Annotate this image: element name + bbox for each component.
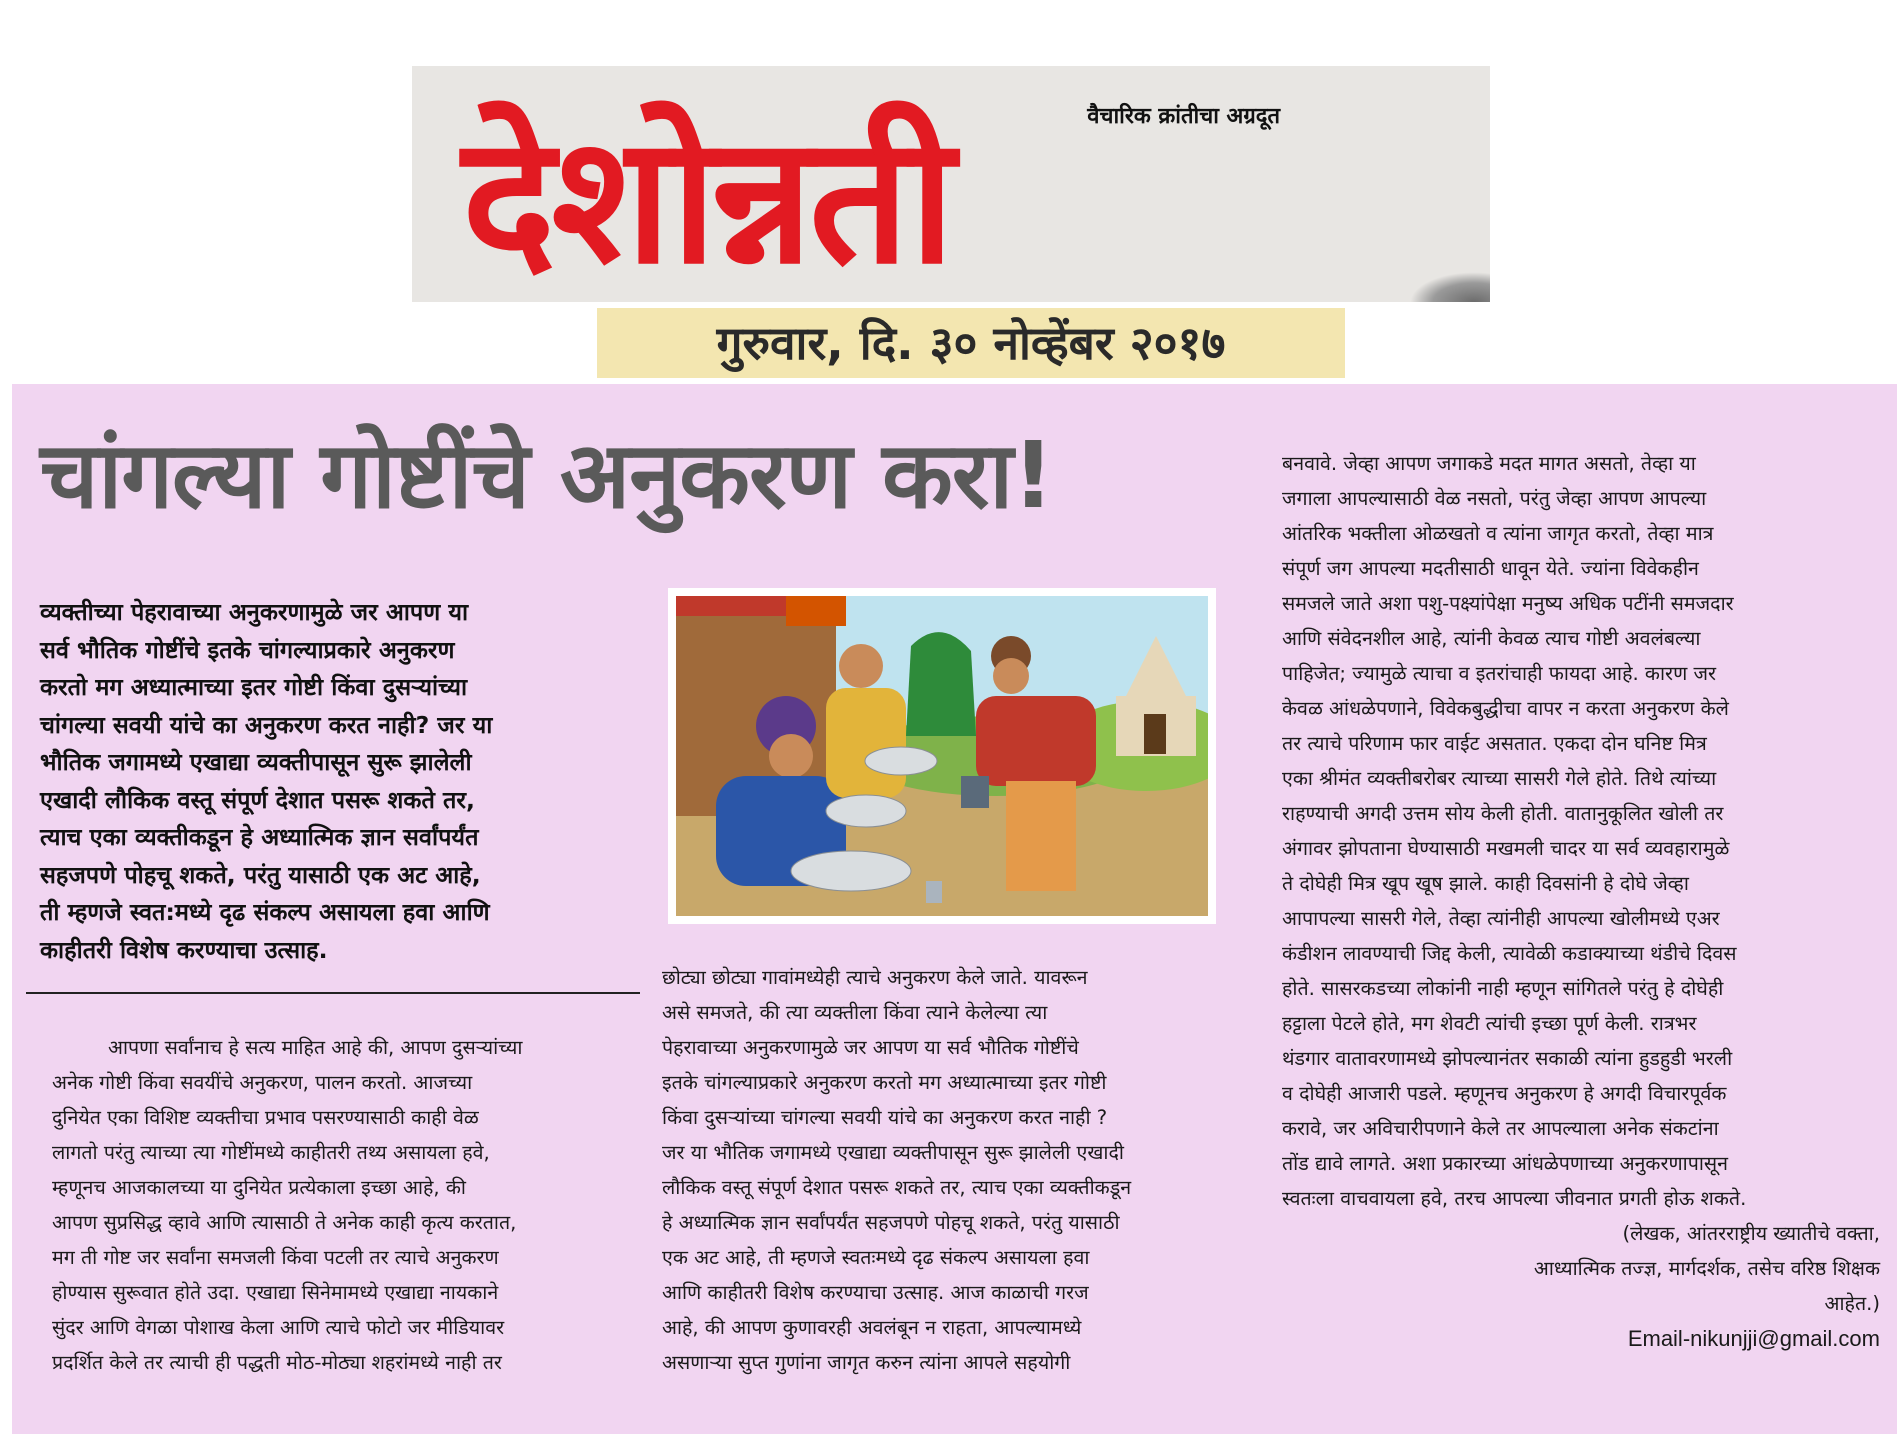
body-line: हे अध्यात्मिक ज्ञान सर्वांपर्यंत सहजपणे पोहचू शकते, परंतु यासाठी <box>662 1211 1120 1234</box>
body-line: ते दोघेही मित्र खूप खूष झाले. काही दिवसांनी हे दोघे जेव्हा <box>1282 872 1689 895</box>
newspaper-logo: देशोन्नती <box>462 98 951 303</box>
body-line: थंडगार वातावरणामध्ये झोपल्यानंतर सकाळी त्यांना हुडहुडी भरली <box>1282 1047 1733 1070</box>
article-column-3 <box>1282 446 1880 1356</box>
body-line: केवळ आंधळेपणाने, विवेकबुद्धीचा वापर न करता अनुकरण केले <box>1282 697 1729 720</box>
lead-line: त्याच एका व्यक्तीकडून हे अध्यात्मिक ज्ञान सर्वांपर्यंत <box>40 823 479 851</box>
author-note-line: (लेखक, आंतरराष्ट्रीय ख्यातीचे वक्ता, <box>1622 1222 1880 1245</box>
author-note-line: आध्यात्मिक तज्ज्ञ, मार्गदर्शक, तसेच वरिष्ठ शिक्षक <box>1533 1257 1880 1280</box>
body-line: पेहरावाच्या अनुकरणामुळे जर आपण या सर्व भौतिक गोष्टींचे <box>662 1036 1079 1059</box>
body-line: असणाऱ्या सुप्त गुणांना जागृत करुन त्यांना आपले सहयोगी <box>662 1351 1071 1374</box>
lead-line: सर्व भौतिक गोष्टींचे इतके चांगल्याप्रकारे अनुकरण <box>40 635 455 664</box>
body-line: समजले जाते अशा पशु-पक्ष्यांपेक्षा मनुष्य अधिक पटींनी समजदार <box>1282 592 1734 615</box>
body-line: आणि संवेदनशील आहे, त्यांनी केवळ त्याच गोष्टी अवलंबल्या <box>1282 627 1701 650</box>
body-line: व दोघेही आजारी पडले. म्हणूनच अनुकरण हे अगदी विचारपूर्वक <box>1282 1082 1727 1105</box>
body-line: एका श्रीमंत व्यक्तीबरोबर त्याच्या सासरी गेले होते. तिथे त्यांच्या <box>1282 767 1717 790</box>
dateline: गुरुवार, दि. ३० नोव्हेंबर २०१७ <box>597 308 1345 378</box>
lead-line: ती म्हणजे स्वत:मध्ये दृढ संकल्प असायला हवा आणि <box>40 898 490 926</box>
lead-line: करतो मग अध्यात्माच्या इतर गोष्टी किंवा दुसऱ्यांच्या <box>40 673 468 701</box>
article-illustration <box>668 588 1216 924</box>
body-line: प्रदर्शित केले तर त्याची ही पद्धती मोठ-मोठ्या शहरांमध्ये नाही तर <box>52 1351 502 1374</box>
body-line: राहण्याची अगदी उत्तम सोय केली होती. वातानुकूलित खोली तर <box>1282 802 1724 825</box>
body-line: जर या भौतिक जगामध्ये एखाद्या व्यक्तीपासून सुरू झालेली एखादी <box>662 1141 1124 1164</box>
article-lead <box>40 594 636 969</box>
body-line: पाहिजेत; ज्यामुळे त्याचा व इतरांचाही फायदा आहे. कारण जर <box>1282 662 1717 685</box>
body-line: होते. सासरकडच्या लोकांनी नाही म्हणून सांगितले परंतु हे दोघेही <box>1282 977 1724 1000</box>
body-line: हट्टाला पेटले होते, मग शेवटी त्यांची इच्छा पूर्ण केली. रात्रभर <box>1282 1012 1697 1035</box>
body-line: आणि काहीतरी विशेष करण्याचा उत्साह. आज काळाची गरज <box>662 1281 1089 1304</box>
article-column-2 <box>662 960 1262 1380</box>
body-line: आपण सुप्रसिद्ध व्हावे आणि त्यासाठी ते अनेक काही कृत्य करतात, <box>52 1211 517 1234</box>
body-line: लागतो परंतु त्याच्या त्या गोष्टींमध्ये काहीतरी तथ्य असायला हवे, <box>52 1141 490 1164</box>
lead-line: सहजपणे पोहचू शकते, परंतु यासाठी एक अट आहे, <box>40 860 481 889</box>
body-line: होण्यास सुरूवात होते उदा. एखाद्या सिनेमामध्ये एखाद्या नायकाने <box>52 1281 499 1304</box>
body-line: बनवावे. जेव्हा आपण जगाकडे मदत मागत असतो, तेव्हा या <box>1282 452 1696 475</box>
lead-line: काहीतरी विशेष करण्याचा उत्साह. <box>40 935 328 964</box>
body-line: सुंदर आणि वेगळा पोशाख केला आणि त्याचे फोटो जर मीडियावर <box>52 1316 505 1339</box>
author-note-line: आहेत.) <box>1824 1292 1880 1315</box>
article <box>12 384 1897 1434</box>
lead-line: व्यक्तीच्या पेहरावाच्या अनुकरणामुळे जर आपण या <box>40 598 469 626</box>
body-line: आपणा सर्वांनाच हे सत्य माहित आहे की, आपण दुसऱ्यांच्या <box>108 1036 523 1059</box>
body-line: मग ती गोष्ट जर सर्वांना समजली किंवा पटली तर त्याचे अनुकरण <box>52 1246 499 1269</box>
body-line: असे समजते, की त्या व्यक्तीला किंवा त्याने केलेल्या त्या <box>662 1001 1048 1024</box>
body-line: इतके चांगल्याप्रकारे अनुकरण करतो मग अध्यात्माच्या इतर गोष्टी <box>662 1071 1107 1094</box>
body-line: आहे, की आपण कुणावरही अवलंबून न राहता, आपल्यामध्ये <box>662 1316 1082 1339</box>
lead-divider <box>26 992 640 994</box>
body-line: स्वतःला वाचवायला हवे, तरच आपल्या जीवनात प्रगती होऊ शकते. <box>1282 1187 1747 1210</box>
body-line: जगाला आपल्यासाठी वेळ नसतो, परंतु जेव्हा आपण आपल्या <box>1282 487 1707 510</box>
article-column-1 <box>52 1030 642 1380</box>
masthead-photo-corner <box>1410 272 1490 302</box>
body-line: छोट्या छोट्या गावांमध्येही त्याचे अनुकरण केले जाते. यावरून <box>662 966 1088 989</box>
body-line: अंगावर झोपताना घेण्यासाठी मखमली चादर या सर्व व्यवहारामुळे <box>1282 837 1730 860</box>
body-line: अनेक गोष्टी किंवा सवयींचे अनुकरण, पालन करतो. आजच्या <box>52 1071 473 1094</box>
body-line: एक अट आहे, ती म्हणजे स्वतःमध्ये दृढ संकल्प असायला हवा <box>662 1246 1090 1269</box>
body-line: तर त्याचे परिणाम फार वाईट असतात. एकदा दोन घनिष्ट मित्र <box>1282 732 1707 755</box>
body-line: कंडीशन लावण्याची जिद्द केली, त्यावेळी कडाक्याच्या थंडीचे दिवस <box>1282 942 1737 965</box>
lead-line: चांगल्या सवयी यांचे का अनुकरण करत नाही? जर या <box>40 710 493 739</box>
body-line: तोंड द्यावे लागते. अशा प्रकारच्या आंधळेपणाच्या अनुकरणापासून <box>1282 1152 1729 1175</box>
masthead <box>412 66 1490 302</box>
body-line: आपापल्या सासरी गेले, तेव्हा त्यांनीही आपल्या खोलीमध्ये एअर <box>1282 907 1720 930</box>
lead-line: एखादी लौकिक वस्तू संपूर्ण देशात पसरू शकते तर, <box>40 785 475 814</box>
lead-line: भौतिक जगामध्ये एखाद्या व्यक्तीपासून सुरू झालेली <box>40 748 472 776</box>
body-line: किंवा दुसऱ्यांच्या चांगल्या सवयी यांचे का अनुकरण करत नाही ? <box>662 1106 1108 1129</box>
body-line: दुनियेत एका विशिष्ट व्यक्तीचा प्रभाव पसरण्यासाठी काही वेळ <box>52 1106 479 1129</box>
body-line: लौकिक वस्तू संपूर्ण देशात पसरू शकते तर, त्याच एका व्यक्तीकडून <box>662 1176 1132 1199</box>
body-line: आंतरिक भक्तीला ओळखतो व त्यांना जागृत करतो, तेव्हा मात्र <box>1282 522 1714 545</box>
tagline: वैचारिक क्रांतीचा अग्रदूत <box>1087 104 1280 129</box>
illustration-people-eating <box>676 596 1208 916</box>
body-line: संपूर्ण जग आपल्या मदतीसाठी धावून येते. ज्यांना विवेकहीन <box>1282 557 1699 580</box>
body-line: म्हणूनच आजकालच्या या दुनियेत प्रत्येकाला इच्छा आहे, की <box>52 1176 466 1199</box>
body-line: करावे, जर अविचारीपणाने केले तर आपल्याला अनेक संकटांना <box>1282 1117 1719 1140</box>
author-email-link[interactable]: Email-nikunjji@gmail.com <box>1627 1326 1880 1351</box>
article-headline: चांगल्या गोष्टींचे अनुकरण करा! <box>40 422 1054 529</box>
